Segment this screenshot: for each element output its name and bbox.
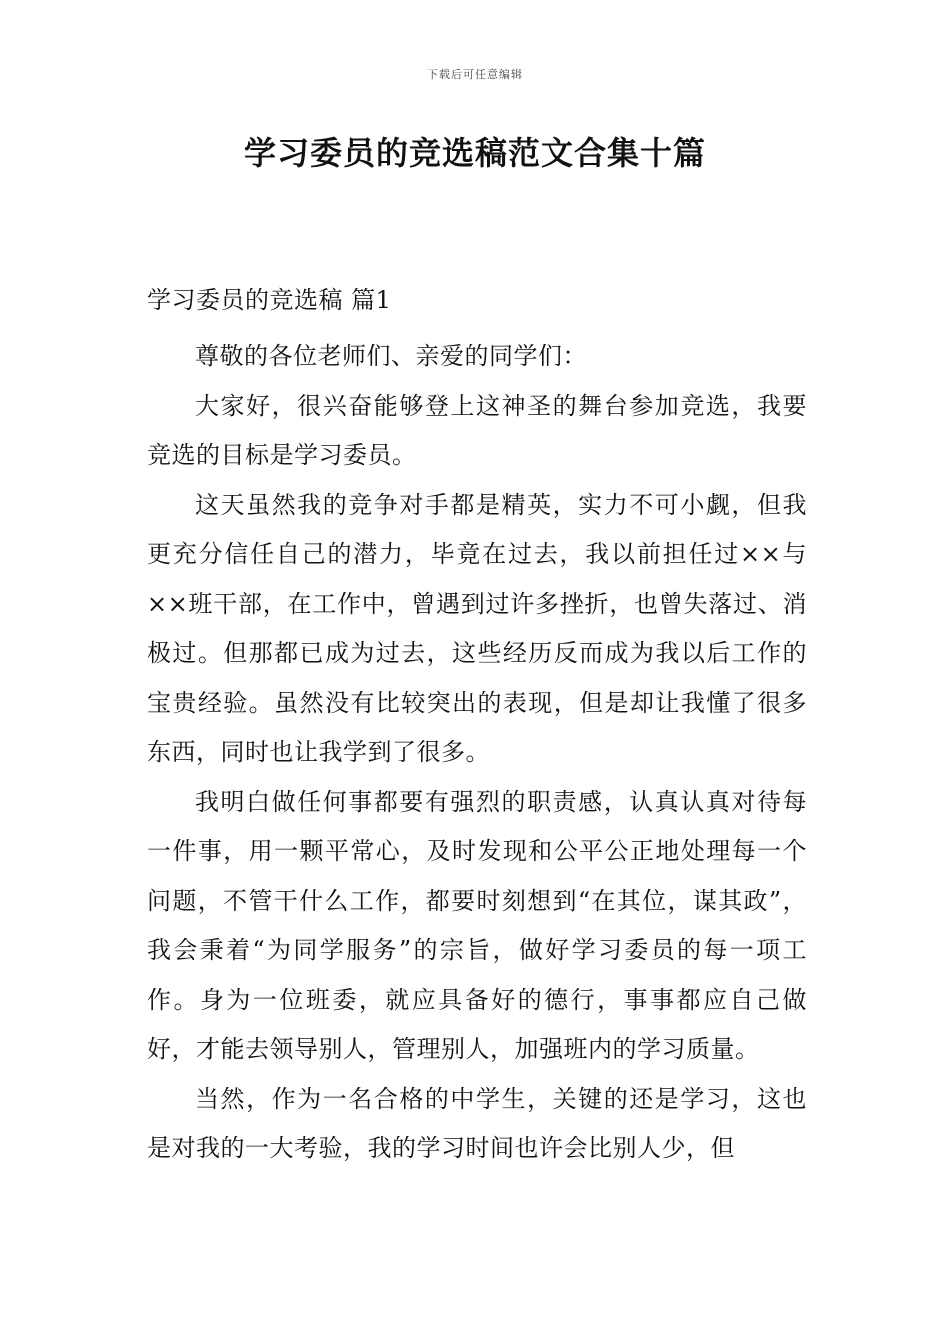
- paragraph-study: 当然，作为一名合格的中学生，关键的还是学习，这也是对我的一大考验，我的学习时间也许会比别人少，但: [147, 1084, 807, 1162]
- header-note: 下载后可任意编辑: [427, 68, 523, 81]
- section-heading: 学习委员的竞选稿 篇1: [147, 286, 392, 314]
- paragraph-experience: 这天虽然我的竞争对手都是精英，实力不可小觑，但我更充分信任自己的潜力，毕竟在过去，我以前担任过××与××班干部，在工作中，曾遇到过许多挫折，也曾失落过、消极过。但那都已成为过去，这些经历反而成为我以后工作的宝贵经验。虽然没有比较突出的表现，但是却让我懂了很多东西，同时也让我学到了很多。: [147, 490, 807, 766]
- paragraph-greeting: 大家好，很兴奋能够登上这神圣的舞台参加竞选，我要竞选的目标是学习委员。: [147, 391, 807, 469]
- document-title: 学习委员的竞选稿范文合集十篇: [243, 134, 706, 172]
- paragraph-salutation: 尊敬的各位老师们、亲爱的同学们：: [195, 342, 587, 370]
- document-body: [147, 282, 807, 1174]
- paragraph-responsibility: 我明白做任何事都要有强烈的职责感，认真认真对待每一件事，用一颗平常心，及时发现和公平公正地处理每一个问题，不管干什么工作，都要时刻想到“在其位，谋其政”，我会秉着“为同学服务”的宗旨，做好学习委员的每一项工作。身为一位班委，就应具备好的德行，事事都应自己做好，才能去领导别人，管理别人，加强班内的学习质量。: [147, 787, 807, 1063]
